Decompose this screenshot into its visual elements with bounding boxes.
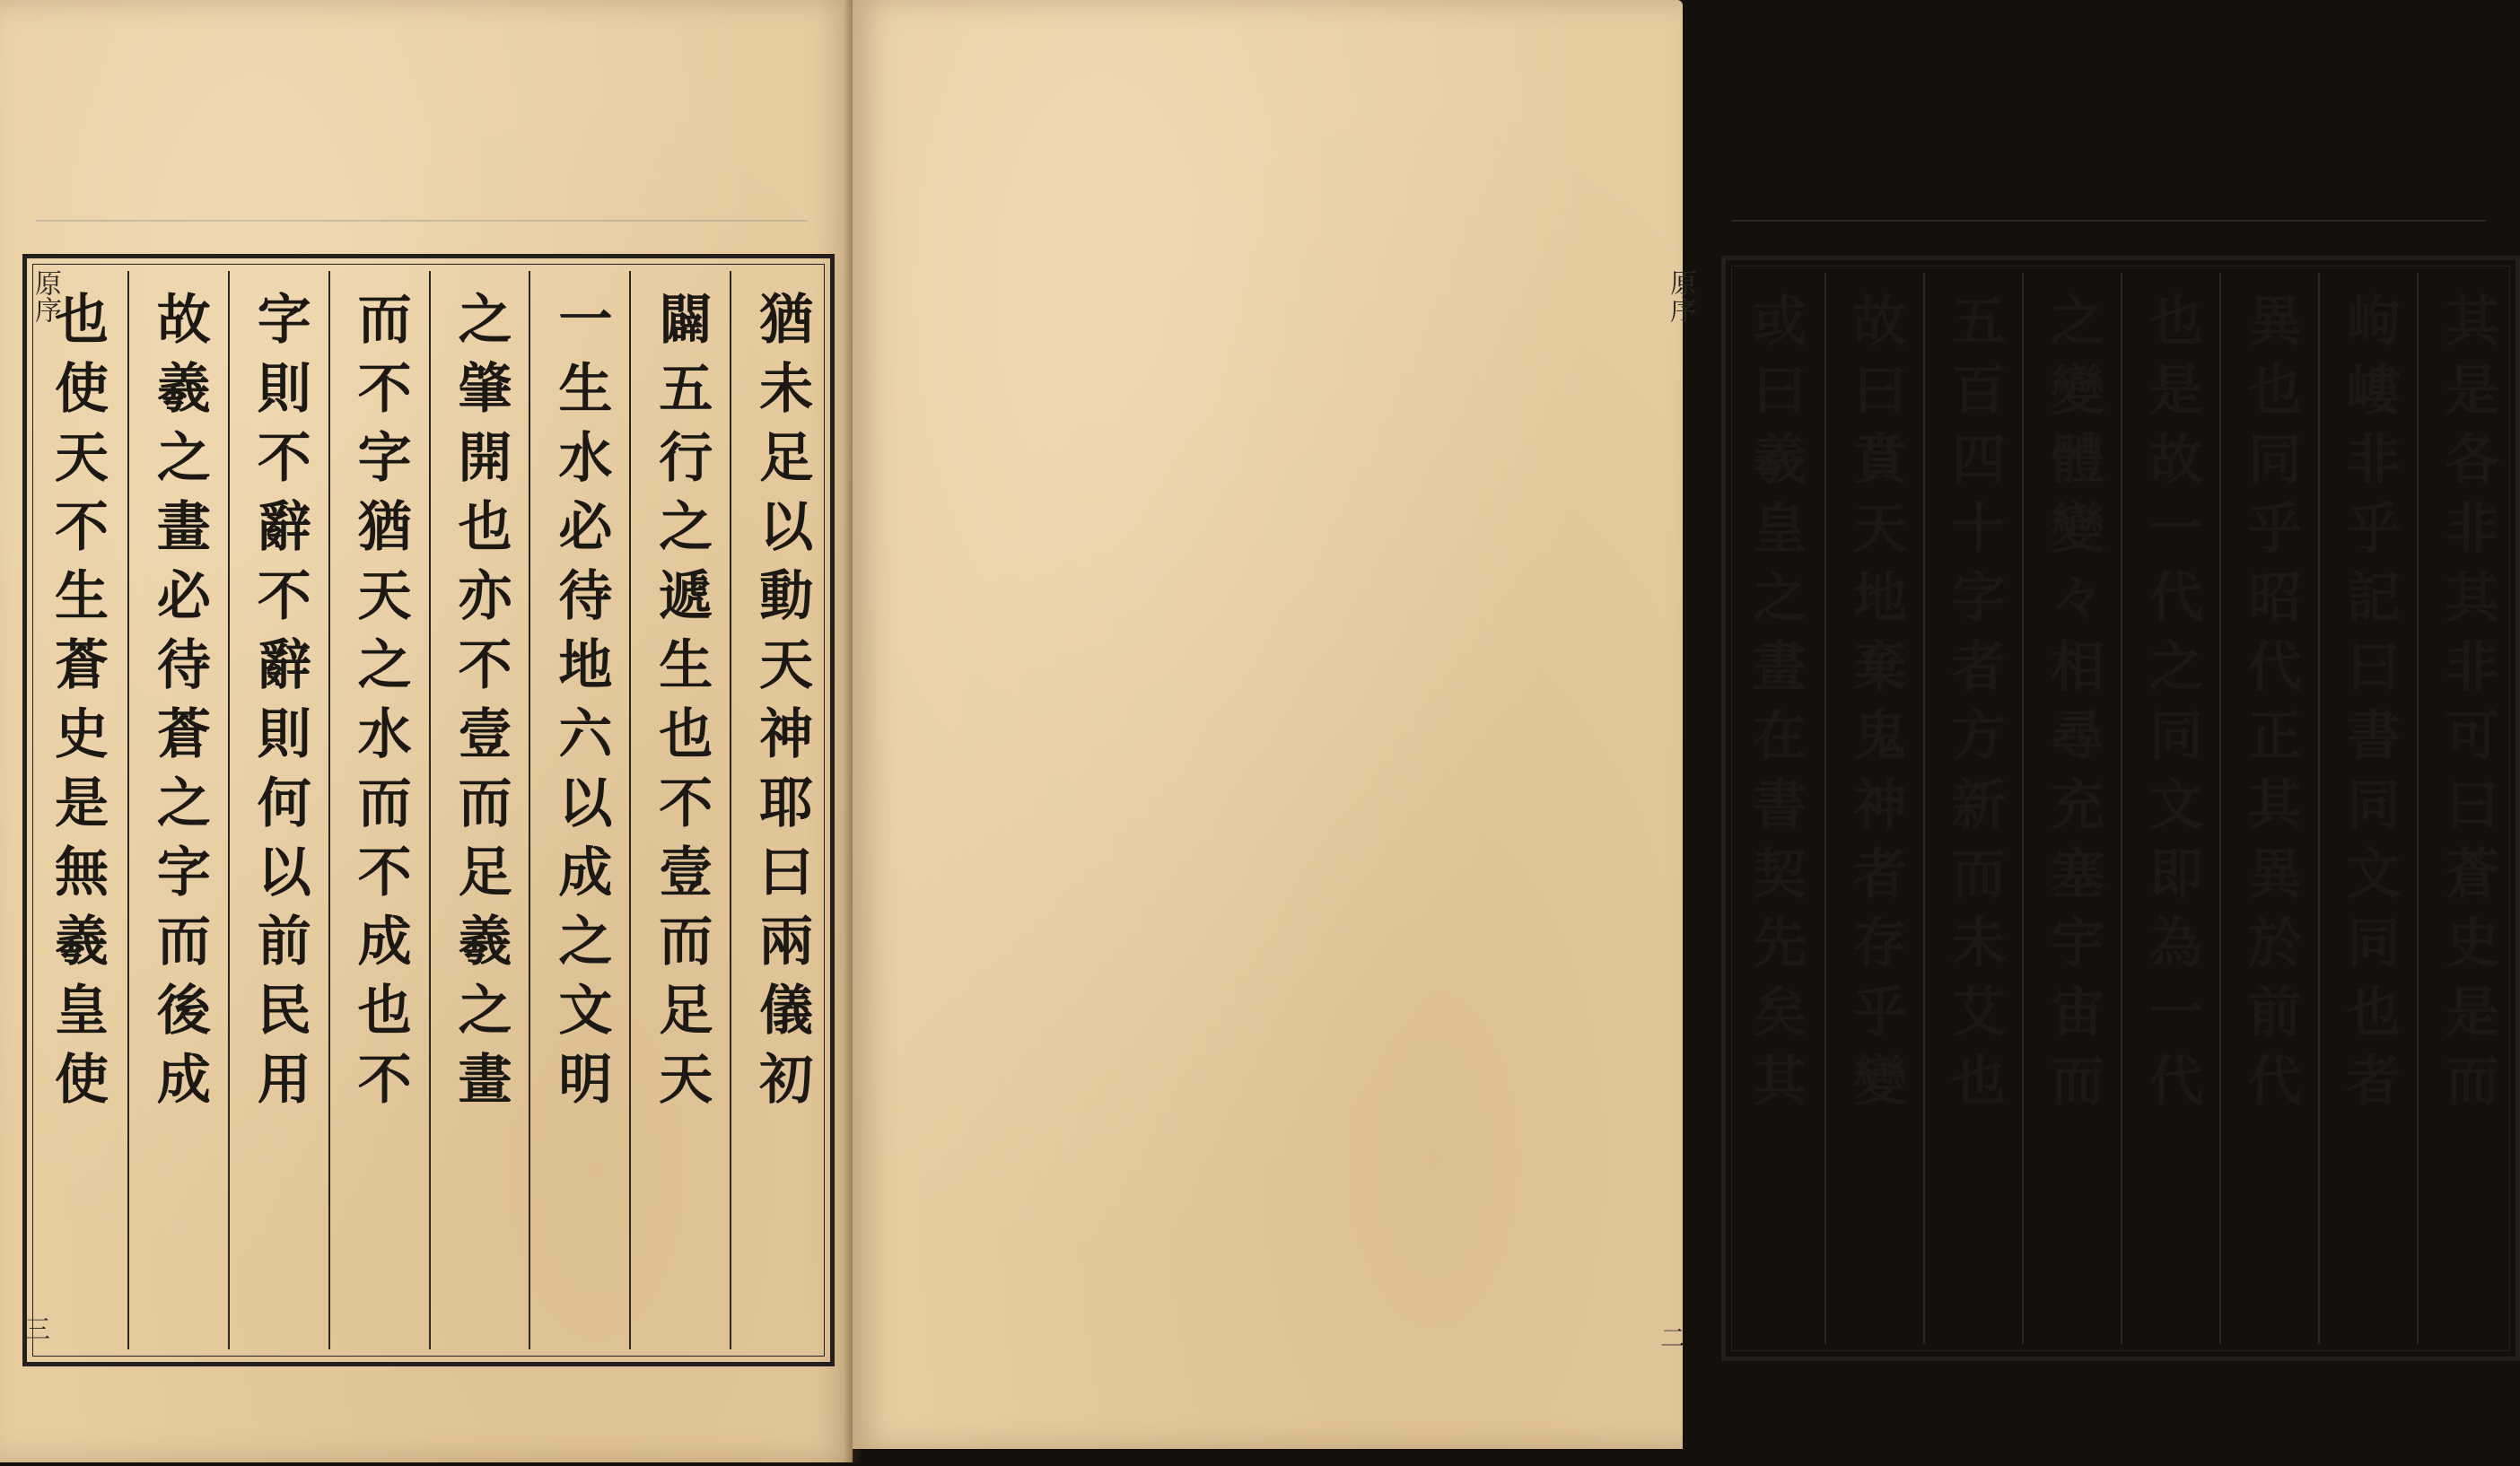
column-text: 或曰羲皇之畫在書契先矣其: [1744, 292, 1807, 1121]
column-text: 之變體變々相尋充塞宇宙而: [2042, 292, 2104, 1121]
column-text: 故曰賁天地棄鬼神者存乎變: [1844, 292, 1907, 1121]
text-column: [1726, 273, 1824, 1344]
column-text: 之肇開也亦不壹而足羲之畫: [449, 291, 512, 1120]
right-page: [853, 0, 2499, 1449]
text-column: [328, 271, 431, 1349]
text-column: [2121, 273, 2221, 1344]
column-text: 也是故一代之同文即為一代: [2140, 292, 2203, 1121]
text-column: [1824, 273, 1925, 1344]
text-column: [730, 271, 832, 1349]
column-text: 也使天不生蒼史是無羲皇使: [45, 291, 109, 1120]
text-column: [2318, 273, 2419, 1344]
text-column: [2417, 273, 2517, 1344]
column-text: 岣嶁非乎記曰書同文同也者: [2338, 292, 2401, 1121]
text-column: [529, 271, 631, 1349]
text-column: [429, 271, 531, 1349]
text-column: [1923, 273, 2024, 1344]
left-columns: [27, 258, 830, 1362]
column-text: 五百四十字者方新而未艾也: [1943, 292, 2006, 1121]
bleed-through: [36, 220, 808, 231]
text-column: [27, 271, 127, 1349]
column-text: 闢五行之遞生也不壹而足天: [650, 291, 713, 1120]
column-text: 其是各非其非可曰蒼史是而: [2437, 292, 2499, 1121]
left-margin-label: 原序: [30, 269, 61, 323]
text-column: [2022, 273, 2122, 1344]
right-text-frame: [1721, 256, 2520, 1361]
left-page: [0, 0, 853, 1462]
text-column: [127, 271, 230, 1349]
column-text: 一生水必待地六以成之文明: [549, 291, 613, 1120]
text-column: [629, 271, 731, 1349]
column-text: 異也同乎昭代正其異於前代: [2239, 292, 2302, 1121]
left-text-frame: [22, 254, 835, 1366]
bleed-through: [1732, 220, 2486, 231]
left-folio-number: 三: [25, 1314, 51, 1344]
text-column: [228, 271, 330, 1349]
right-margin-label: 原序: [1665, 269, 1696, 323]
column-text: 而不字猶天之水而不成也不: [348, 291, 412, 1120]
right-columns: [1726, 260, 2516, 1357]
text-column: [2219, 273, 2320, 1344]
column-text: 猶未足以動天神耶曰兩儀初: [750, 291, 814, 1120]
column-text: 故羲之畫必待蒼之字而後成: [147, 291, 211, 1120]
column-text: 字則不辭不辭則何以前民用: [248, 291, 311, 1120]
right-folio-number: 二: [1660, 1323, 1686, 1353]
